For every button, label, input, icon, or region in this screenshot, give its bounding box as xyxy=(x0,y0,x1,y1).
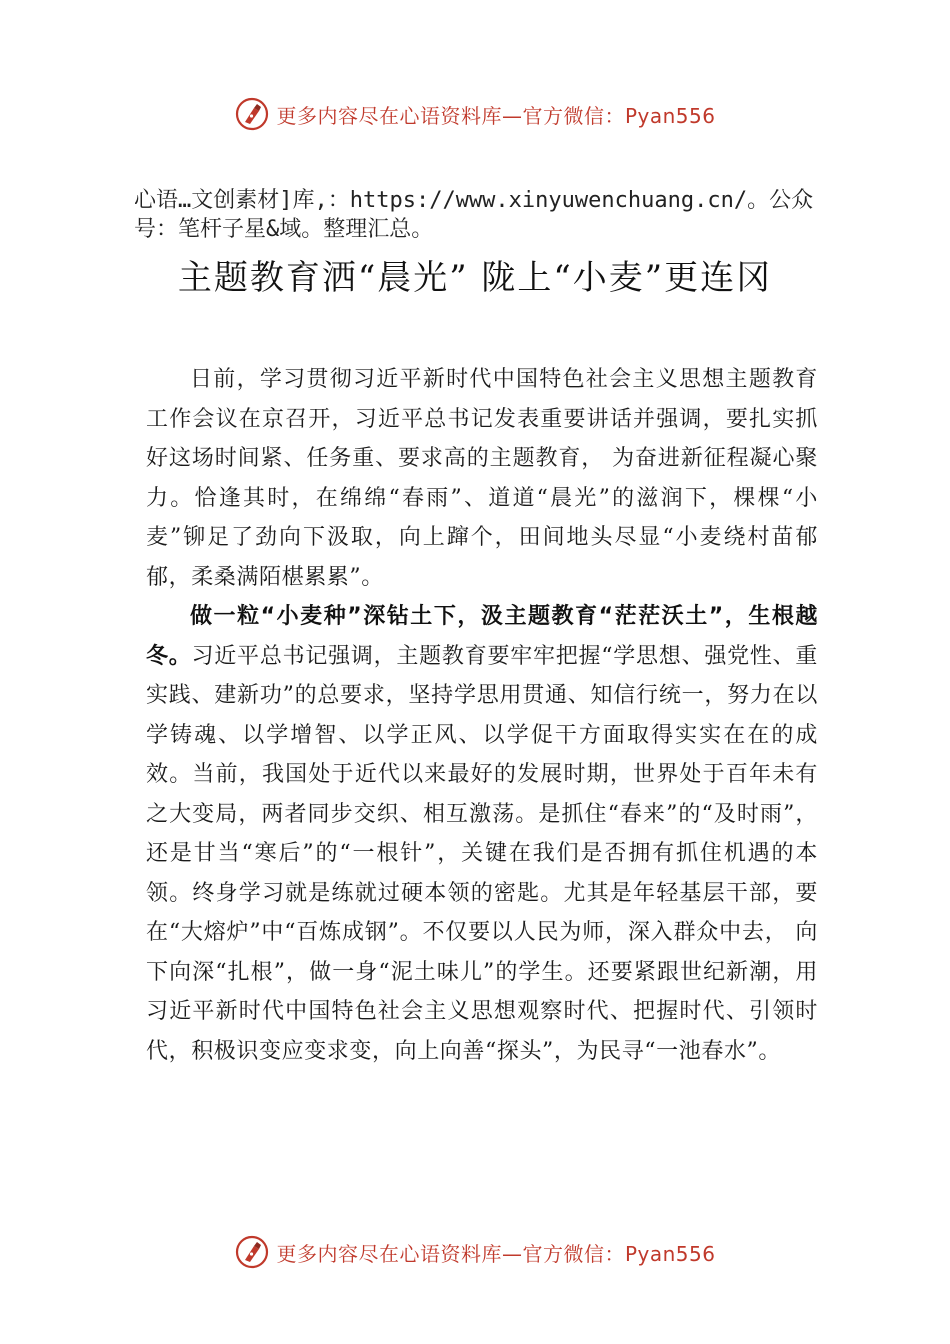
article-body xyxy=(146,360,818,1071)
watermark-text: 更多内容尽在心语资料库—官方微信：Pyan556 xyxy=(276,103,716,128)
paragraph xyxy=(146,597,818,1071)
watermark-text: 更多内容尽在心语资料库—官方微信：Pyan556 xyxy=(276,1241,716,1266)
paragraph xyxy=(146,360,818,597)
pen-nib-logo-icon xyxy=(234,1234,270,1270)
paragraph-text: 日前，学习贯彻习近平新时代中国特色社会主义思想主题教育工作会议在京召开，习近平总书记发表重要讲话并强调，要扎实抓好这场时间紧、任务重、要求高的主题教育， 为奋进新征程凝心聚力。恰逢其时，在绵绵“春雨”、道道“晨光”的滋润下，棵棵“小麦”铆足了劲向下汲取，向上蹿个，田间地头尽显“小麦绕村苗郁郁，柔桑满陌椹累累”。 xyxy=(146,367,818,590)
pen-nib-logo-icon xyxy=(234,96,270,132)
article-title: 主题教育洒“晨光” 陇上“小麦”更连冈 xyxy=(177,258,773,298)
paragraph-lead: 做一粒“小麦种”深钻土下，汲主题教育“茫茫沃土”，生根越冬。 xyxy=(146,604,818,669)
top-watermark-banner xyxy=(0,92,950,136)
paragraph-text: 习近平总书记强调，主题教育要牢牢把握“学思想、强党性、重实践、建新功”的总要求，坚持学思用贯通、知信行统一，努力在以学铸魂、以学增智、以学正风、以学促干方面取得实实在在的成效。当前，我国处于近代以来最好的发展时期，世界处于百年未有之大变局，两者同步交织、相互激荡。是抓住“春来”的“及时雨”，还是甘当“寒后”的“一根针”，关键在我们是否拥有抓住机遇的本领。终身学习就是练就过硬本领的密匙。尤其是年轻基层干部，要在“大熔炉”中“百炼成钢”。不仅要以人民为师，深入群众中去， 向下向深“扎根”，做一身“泥土味儿”的学生。还要紧跟世纪新潮，用习近平新时代中国特色社会主义思想观察时代、把握时代、引领时代，积极识变应变求变，向上向善“探头”，为民寻“一池春水”。 xyxy=(146,643,818,1064)
bottom-watermark-banner xyxy=(0,1230,950,1274)
source-attribution-line: 心语…文创素材]库,：https://www.xinyuwenchuang.cn/。公众号：笔杆子星&域。整理汇总。 xyxy=(134,188,814,242)
